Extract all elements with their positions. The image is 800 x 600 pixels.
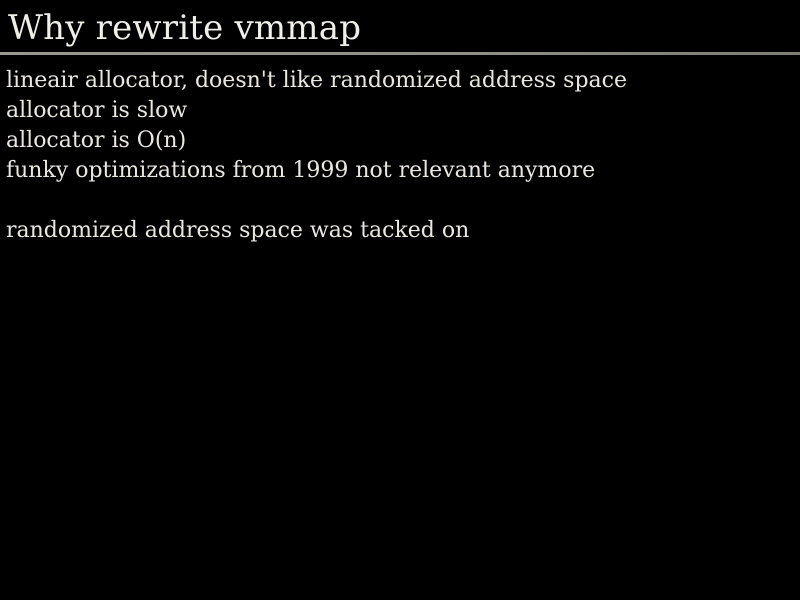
body-line: allocator is O(n) xyxy=(6,128,187,153)
page-title: Why rewrite vmmap xyxy=(8,8,362,48)
body-line: allocator is slow xyxy=(6,98,188,123)
body-line: lineair allocator, doesn't like randomized address space xyxy=(6,68,628,93)
body-line: randomized address space was tacked on xyxy=(6,218,470,243)
title-divider xyxy=(0,52,800,55)
body-line-spacer xyxy=(6,186,786,216)
slide-body xyxy=(6,66,786,246)
body-line: funky optimizations from 1999 not relevant anymore xyxy=(6,158,596,183)
